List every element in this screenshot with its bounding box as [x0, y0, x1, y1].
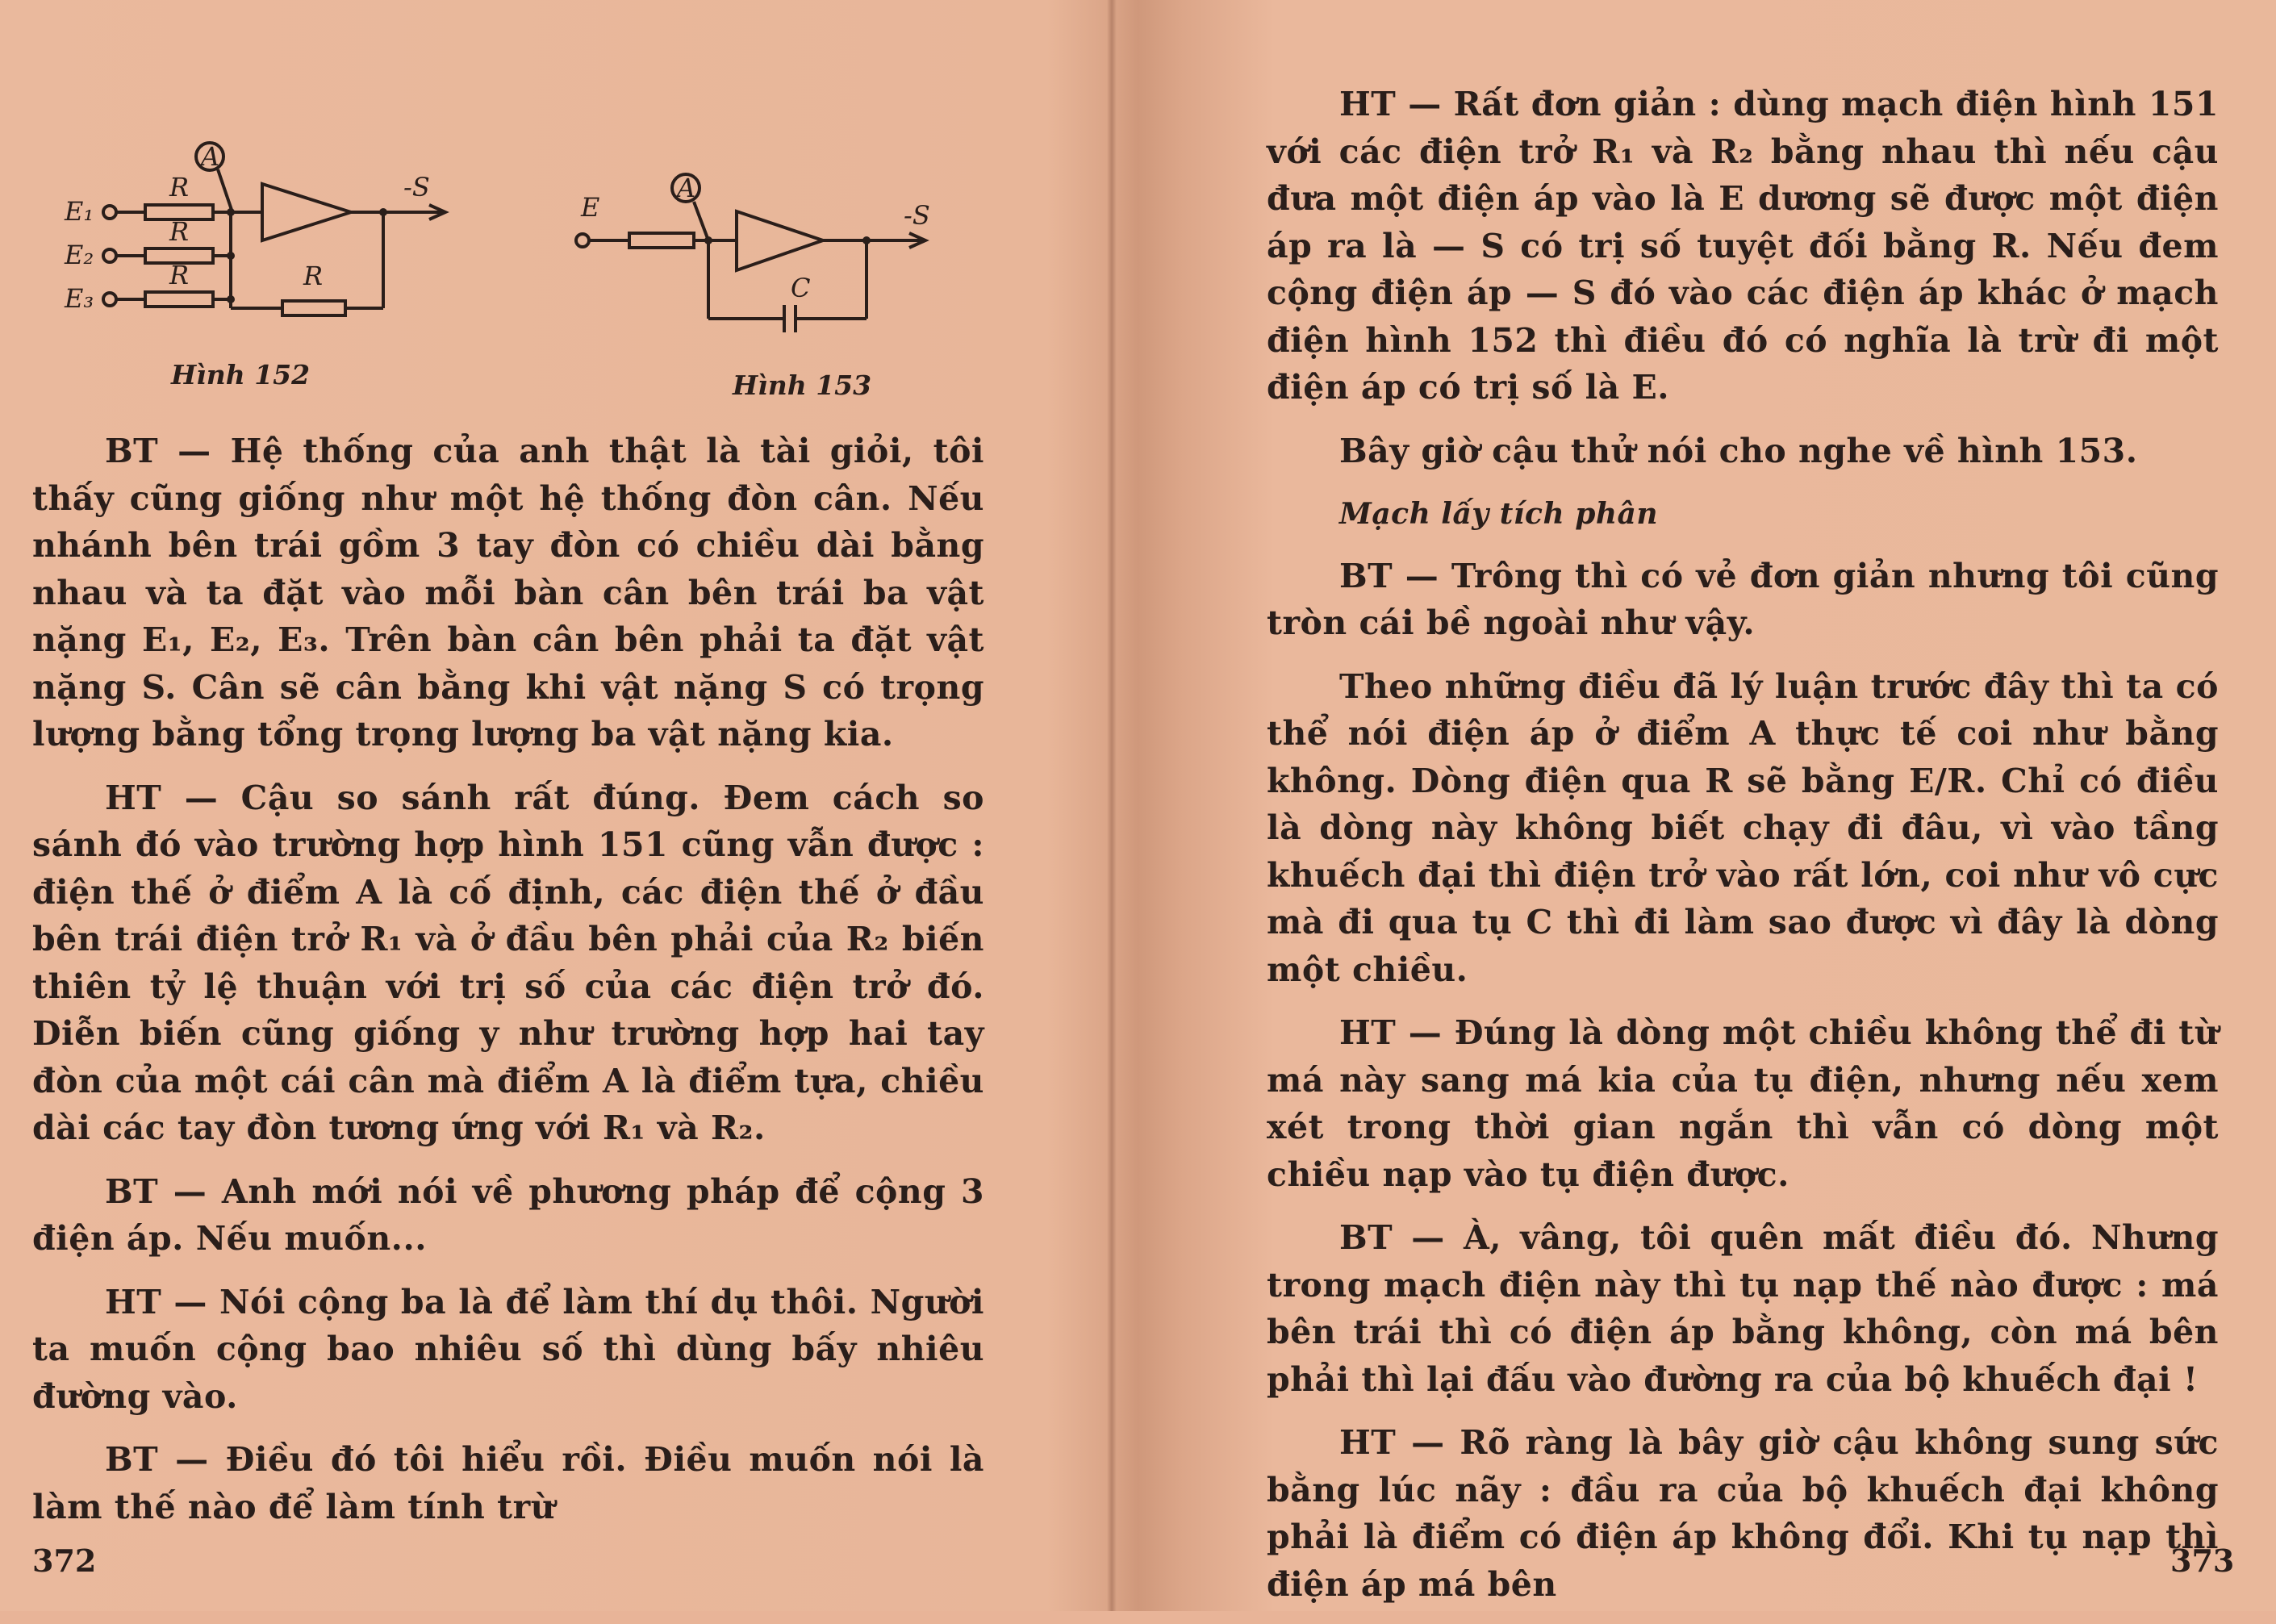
left-paragraph-5 [32, 1436, 984, 1530]
fig153-label-c: C [791, 273, 811, 303]
paragraph-text: À, vâng, tôi quên mất điều đó. Nhưng trong mạch điện này thì tụ nạp thế nào được : má bên trái thì có điện áp bằng không, còn má bên phải thì lại đấu vào đường ra của bộ khuếch đại ! [1267, 1218, 2220, 1399]
speaker-label: BT — [1339, 556, 1439, 595]
left-paragraph-2 [32, 774, 984, 1152]
fig152-label-e3: E₃ [65, 283, 94, 314]
paragraph-text: Đúng là dòng một chiều không thể đi từ má này sang má kia của tụ điện, nhưng nếu xem xét trong thời gian ngắn thì vẫn có dòng một chiều nạp vào tụ điện được. [1267, 1013, 2219, 1194]
speaker-label: BT — [1339, 1218, 1445, 1257]
right-page [1121, 0, 2276, 1611]
right-paragraph-1 [1267, 81, 2219, 411]
paragraph-text: Cậu so sánh rất đúng. Đem cách so sánh đó vào trường hợp hình 151 cũng vẫn được : điện thế ở điểm A là cố định, các điện thế ở đầu bên trái điện trở R₁ và ở đầu bên phải của R₂ biến thiên tỷ lệ thuận với trị số của các điện trở đó. Diễn biến cũng giống y như trường hợp hai tay đòn của một cái cân mà điểm A là điểm tựa, chiều dài các tay đòn tương ứng với R₁ và R₂. [32, 778, 984, 1147]
left-paragraph-3 [32, 1168, 984, 1263]
paragraph-text: Điều đó tôi hiểu rồi. Điều muốn nói là làm thế nào để làm tính trừ [32, 1440, 985, 1526]
fig152-label-out: -S [403, 172, 430, 202]
speaker-label: HT — [105, 1282, 207, 1321]
paragraph-text: Nói cộng ba là để làm thí dụ thôi. Người ta muốn cộng bao nhiêu số thì dùng bấy nhiêu đường vào. [32, 1282, 984, 1416]
fig153-label-a: A [677, 173, 696, 203]
fig152-label-a: A [201, 141, 220, 172]
left-page-body [32, 428, 984, 1547]
paragraph-text: Bây giờ cậu thử nói cho nghe về hình 153. [1339, 431, 2138, 470]
fig153-label-e: E [581, 192, 600, 223]
paragraph-text: Anh mới nói về phương pháp để cộng 3 điện áp. Nếu muốn... [32, 1171, 985, 1258]
fig153-label-out: -S [904, 200, 930, 231]
left-page [0, 0, 1113, 1611]
speaker-label: BT — [105, 1171, 207, 1211]
fig152-label-r2: R [169, 216, 190, 247]
right-paragraph-3 [1267, 553, 2219, 647]
paragraph-text: Rõ ràng là bây giờ cậu không sung sức bằng lúc nãy : đầu ra của bộ khuếch đại không phải là điểm có điện áp không đổi. Khi tụ nạp thì điện áp má bên [1267, 1423, 2219, 1604]
speaker-label: HT — [105, 778, 219, 817]
paragraph-text: Rất đơn giản : dùng mạch điện hình 151 với các điện trở R₁ và R₂ bằng nhau thì nếu cậu đưa một điện áp vào là E dương sẽ được một điện áp ra là — S có trị số tuyệt đối bằng R. Nếu đem cộng điện áp — S đó vào các điện áp khác ở mạch điện hình 152 thì điều đó có nghĩa là trừ đi một điện áp có trị số là E. [1267, 85, 2219, 407]
section-heading: Mạch lấy tích phân [1339, 497, 1659, 531]
right-paragraph-6 [1267, 1214, 2219, 1403]
right-paragraph-7 [1267, 1419, 2219, 1608]
right-page-body [1267, 81, 2219, 1624]
left-paragraph-4 [32, 1279, 984, 1421]
fig152-label-e1: E₁ [65, 196, 94, 227]
speaker-label: BT — [105, 432, 211, 470]
page-number-right: 373 [2170, 1543, 2235, 1579]
paragraph-text: Theo những điều đã lý luận trước đây thì ta có thể nói điện áp ở điểm A thực tế coi như bằng không. Dòng điện qua R sẽ bằng E/R. Chỉ có điều là dòng này không biết chạy đi đâu, vì vào tầng khuếch đại thì điện trở vào rất lớn, coi như vô cực mà đi qua tụ C thì đi làm sao được vì đây là dòng một chiều. [1267, 666, 2219, 989]
fig152-label-e2: E₂ [65, 240, 94, 270]
paragraph-text: Trông thì có vẻ đơn giản nhưng tôi cũng tròn cái bề ngoài như vậy. [1267, 556, 2220, 642]
paragraph-text: Hệ thống của anh thật là tài giỏi, tôi thấy cũng giống như một hệ thống đòn cân. Nếu nhánh bên trái gồm 3 tay đòn có chiều dài bằng nhau và ta đặt vào mỗi bàn cân bên trái ba vật nặng E₁, E₂, E₃. Trên bàn cân bên phải ta đặt vật nặng S. Cân sẽ cân bằng khi vật nặng S có trọng lượng bằng tổng trọng lượng ba vật nặng kia. [32, 432, 985, 754]
right-paragraph-2 [1267, 428, 2219, 475]
speaker-label: HT — [1339, 1423, 1445, 1462]
figure-153-caption: Hình 153 [733, 369, 872, 401]
right-paragraph-4 [1267, 663, 2219, 994]
page-number-left: 372 [32, 1543, 97, 1579]
fig152-label-rf: R [303, 261, 324, 291]
left-paragraph-1 [32, 428, 984, 758]
speaker-label: HT — [1339, 1013, 1443, 1052]
fig152-label-r3: R [169, 260, 190, 290]
speaker-label: BT — [105, 1440, 209, 1479]
speaker-label: HT — [1339, 85, 1442, 123]
fig152-label-r1: R [169, 172, 190, 202]
figure-152-caption: Hình 152 [171, 359, 311, 390]
right-paragraph-5 [1267, 1009, 2219, 1198]
